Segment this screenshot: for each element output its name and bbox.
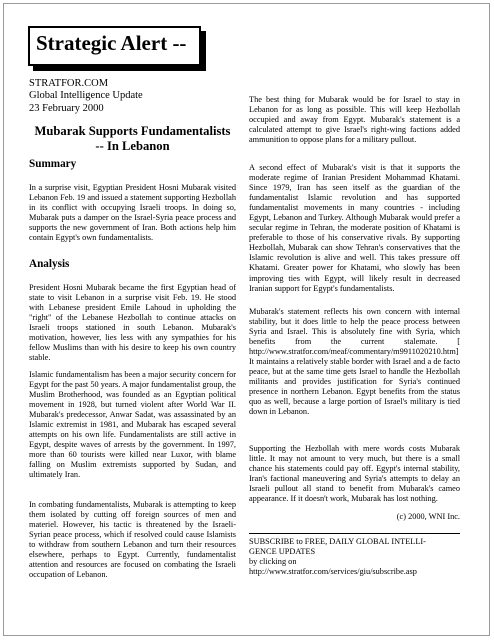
banner-box <box>28 26 201 66</box>
divider <box>249 533 460 534</box>
dateline <box>29 78 143 115</box>
analysis-paragraph-1: President Hosni Mubarak became the first Egyptian head of state to visit Lebanon in a surprise visit Feb. 19. He stood with Lebanese president Emile Lahoud in upholding the "right" of the Lebanese Hezbollah to continue attacks on Israeli troops stationed in south Lebanon. Mubarak's motivation, however, lies less with any sympathies for his fellow Muslims than with his desire to keep his own country stable. <box>29 283 236 363</box>
subscribe-link[interactable]: http://www.stratfor.com/services/giu/subscribe.asp <box>249 567 417 577</box>
analysis-heading: Analysis <box>29 258 70 270</box>
analysis-paragraph-6: Mubarak's statement reflects his own concern with internal stability, but it does little to help the peace process between Syria and Israel. This is absolutely fine with Syria, which benefits from the current stalemate. [ http://www.stratfor.com/meaf/commentary/m9911020210.htm] It maintains a relatively stable border with Israel and a de facto peace, but at the same time gets Israel to handle the Hezbollah militants and provides justification for Syria's continued presence in northern Lebanon. Egypt benefits from the status quo as well, because a large portion of Israel's military is tied down in Lebanon. <box>249 307 460 417</box>
analysis-paragraph-2: Islamic fundamentalism has been a major security concern for Egypt for the past 50 years. A major fundamentalist group, the Muslim Brotherhood, was founded as an Egyptian political movement in 1928, but turned violent after World War II. Mubarak's predecessor, Anwar Sadat, was assassinated by an Islamic extremist in 1981, and Mubarak has escaped several attempts on his own life. Fundamentalists are still active in Egypt, despite waves of arrests by the government. In 1997, more than 60 tourists were killed near Luxor, with blame falling on Muslim extremists supported by Sudan, and ultimately Iran. <box>29 370 236 480</box>
headline-line-1: Mubarak Supports Fundamentalists <box>34 124 231 138</box>
analysis-paragraph-5: A second effect of Mubarak's visit is that it supports the moderate regime of Iranian President Mohammad Khatami. Since 1979, Iran has seen itself as the guardian of the fundamentalist Islamic revolution and has supported fundamentalist movements in many countries - including Egypt, Lebanon and Turkey. Although Mubarak would prefer a secular regime in Tehran, the moderate position of Khatami is preferable to those of his conservative rivals. By supporting Hezbollah, Mubarak can show Tehran's conservatives that the Islamic revolution is alive and well. This takes pressure off Khatami. Greater power for Khatami, who slowly has been improving ties with Egypt, will likely result in decreased Iranian support for Egypt's fundamentalists. <box>249 163 460 293</box>
subscribe-line-2: GENCE UPDATES <box>249 547 316 557</box>
subscribe-line-3: by clicking on <box>249 557 297 567</box>
analysis-paragraph-4: The best thing for Mubarak would be for Israel to stay in Lebanon for as long as possible. This will keep Hezbollah occupied and away from Egypt. Mubarak's statement is a calculated attempt to give Israel's right-wing factions added ammunition to oppose plans for a military pullout. <box>249 95 460 145</box>
analysis-paragraph-3: In combating fundamentalists, Mubarak is attempting to keep them isolated by cutting off foreign sources of men and materiel. However, his tactic is threatened by the Israeli-Syrian peace process, which if resolved could cause Islamists to withdraw from southern Lebanon and turn their resources elsewhere, perhaps to Egypt. Currently, fundamentalist attention and resources are focused on combating the Israeli occupation of Lebanon. <box>29 500 236 580</box>
publication-name: Global Intelligence Update <box>29 90 143 102</box>
copyright-notice: (c) 2000, WNI Inc. <box>396 512 460 521</box>
article-headline <box>29 124 236 153</box>
subscribe-line-1: SUBSCRIBE to FREE, DAILY GLOBAL INTELLI- <box>249 537 426 546</box>
subscribe-block <box>249 537 460 577</box>
summary-paragraph: In a surprise visit, Egyptian President Hosni Mubarak visited Lebanon Feb. 19 and issued a statement supporting Hezbollah in its conflict with occupying Israeli troops. In doing so, Mubarak puts a damper on the Israel-Syria peace process and supports the new government of Iran. Both actions help him contain Egypt's own fundamentalists. <box>29 183 236 243</box>
source-name: STRATFOR.COM <box>29 78 109 89</box>
summary-heading: Summary <box>29 158 77 170</box>
analysis-paragraph-7: Supporting the Hezbollah with mere words costs Mubarak little. It may not amount to very much, but there is a small chance his statements could pay off. Egypt's internal stability, Iran's factional maneuvering and Syria's attempts to delay an Israeli pullout all stand to benefit from Mubarak's cameo appearance. If it doesn't work, Mubarak has lost nothing. <box>249 444 460 504</box>
headline-line-2: -- In Lebanon <box>95 138 170 153</box>
banner-title: Strategic Alert -- <box>36 31 187 55</box>
publication-date: 23 February 2000 <box>29 102 104 114</box>
